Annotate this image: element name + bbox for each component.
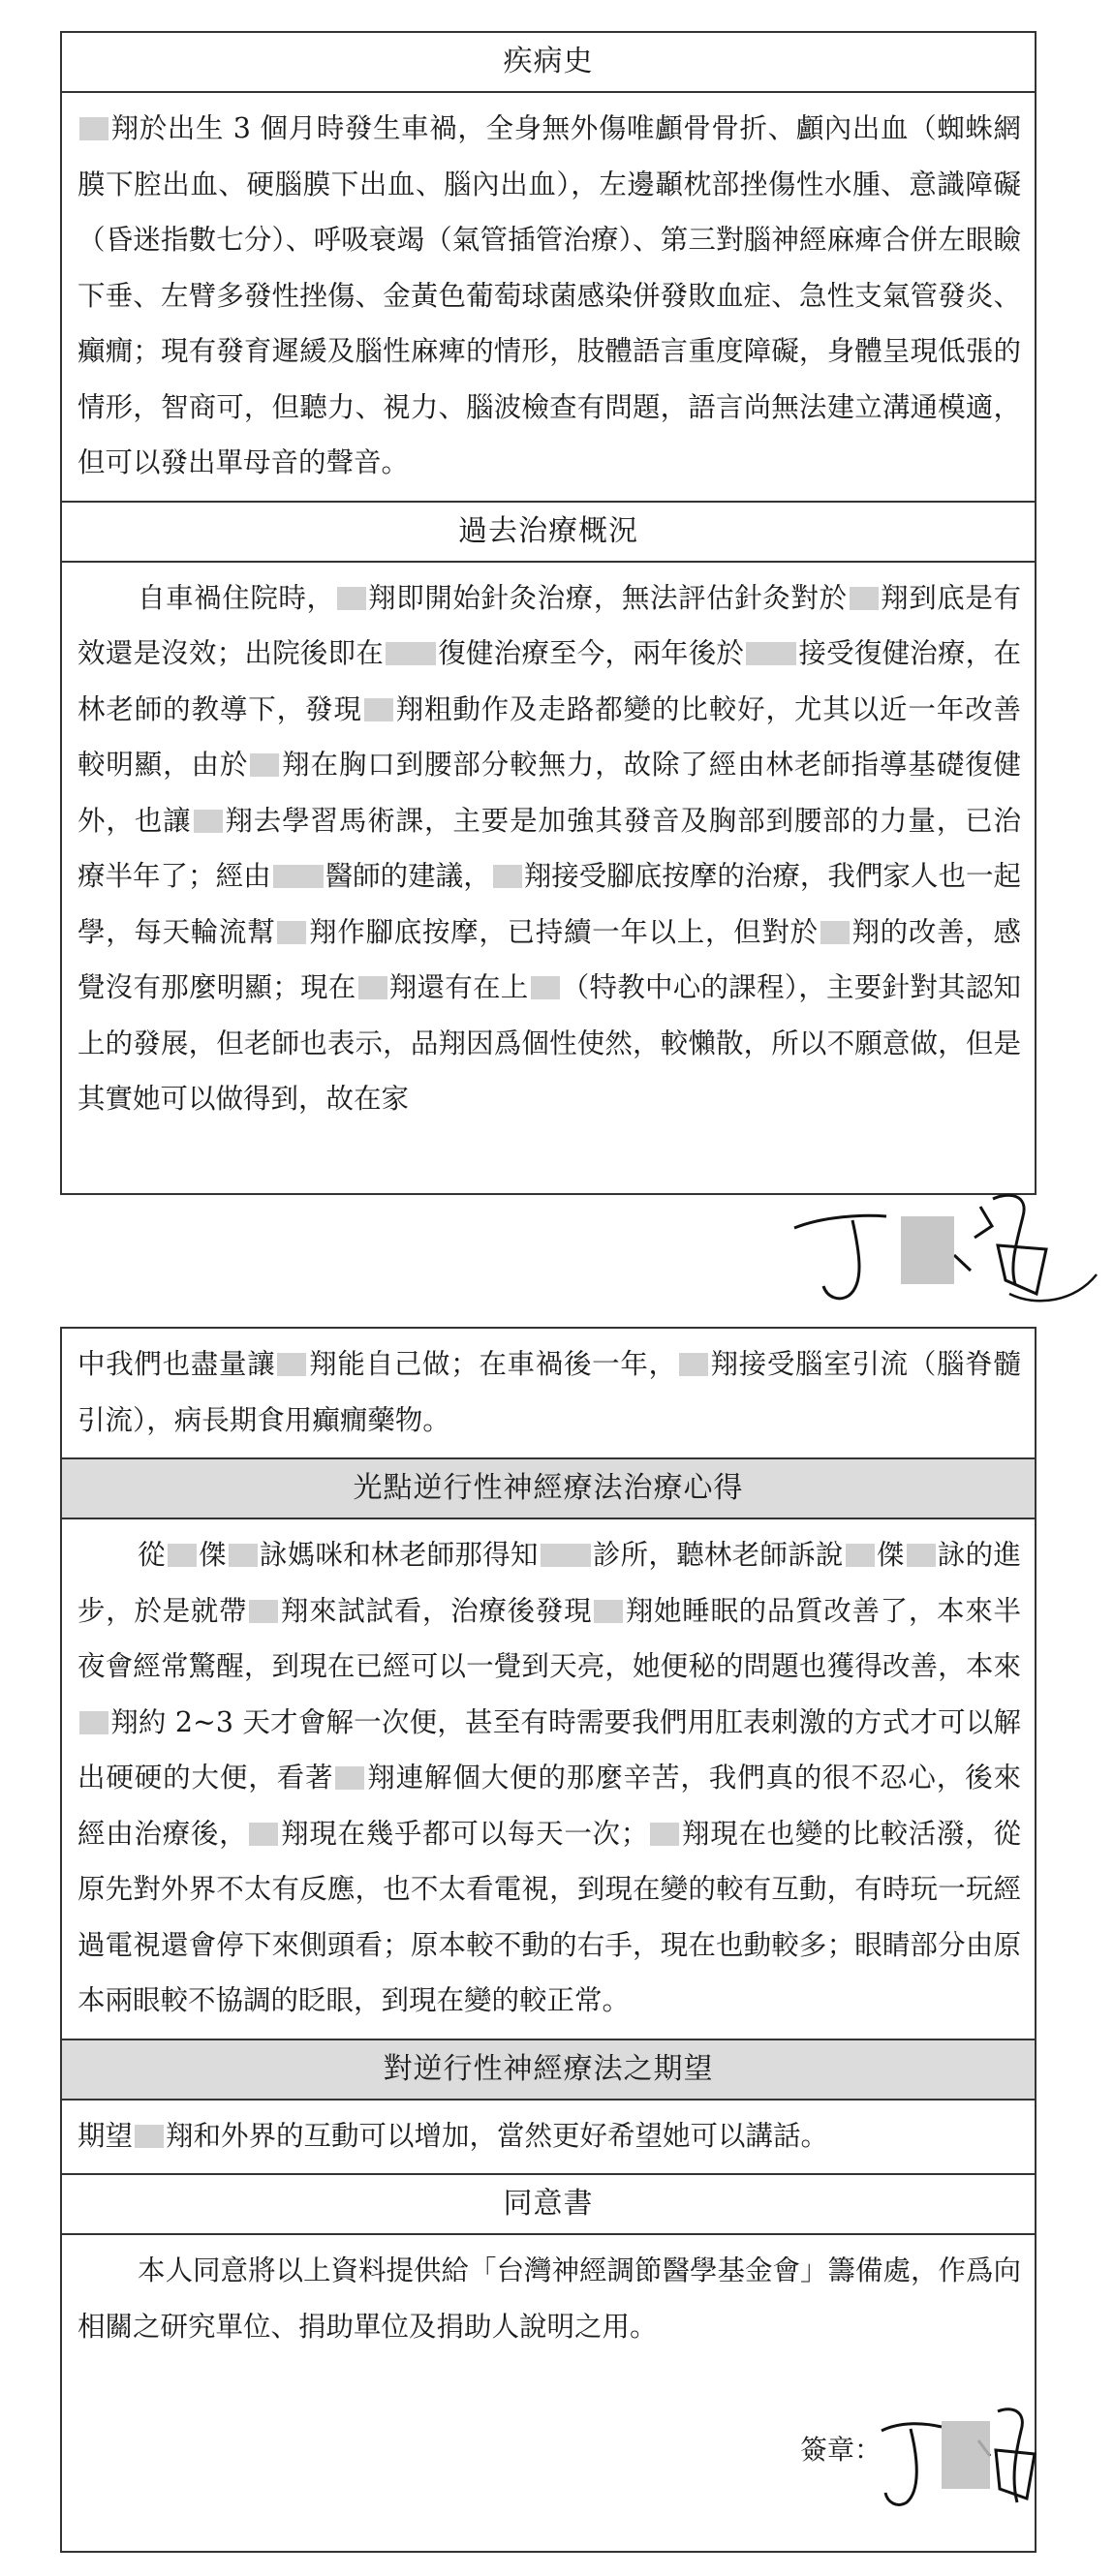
redacted-signature-name bbox=[942, 2421, 990, 2489]
redaction-mark bbox=[594, 1600, 623, 1623]
disease-history-body-row bbox=[62, 91, 1035, 501]
experience-title: 光點逆行性神經療法治療心得 bbox=[62, 1459, 1035, 1518]
text-segment: 翔現在也變的比較活潑，從原先對外界不太有反應，也不太看電視，到現在變的較有互動，有時玩一玩經過電視還會停下來側頭看；原本較不動的右手，現在也動較多；眼睛部分由原本兩眼較不協調的眨眼，到現在變的較正常。 bbox=[77, 1817, 1021, 2016]
text-segment: 翔即開始針灸治療，無法評估針灸對於 bbox=[367, 581, 848, 614]
redaction-mark bbox=[249, 1823, 278, 1846]
experience-body-row bbox=[62, 1518, 1035, 2039]
past-treatment-section bbox=[62, 501, 1035, 561]
continuation-row bbox=[62, 1329, 1035, 1457]
text-segment: 翔能自己做；在車禍後一年， bbox=[308, 1348, 677, 1380]
redaction-mark bbox=[746, 642, 796, 665]
disease-history-body bbox=[62, 93, 1035, 501]
text-segment: 翔和外界的互動可以增加，當然更好希望她可以講話。 bbox=[166, 2119, 829, 2152]
redaction-mark bbox=[135, 2125, 164, 2148]
redaction-mark bbox=[358, 976, 387, 999]
text-segment: 翔去學習馬術課，主要是加強其發音及胸部到腰部的力量，已治療半年了；經由 bbox=[77, 804, 1021, 892]
experience-section bbox=[62, 1457, 1035, 1518]
text-segment: 翔接受腳底按摩的治療，我們家人也一起學，每天輪流幫 bbox=[77, 860, 1021, 948]
text-segment: 翔連解個大便的那麼辛苦，我們真的很不忍心，後來經由治療後， bbox=[77, 1762, 1021, 1850]
expectation-body bbox=[62, 2101, 1035, 2174]
past-treatment-body bbox=[62, 563, 1035, 1137]
text-segment: 傑 bbox=[198, 1539, 227, 1571]
redaction-mark bbox=[850, 587, 879, 610]
text-segment: 翔到底是有效還是沒效；出院後即在 bbox=[77, 581, 1021, 669]
redaction-mark bbox=[531, 976, 560, 999]
expectation-section bbox=[62, 2039, 1035, 2099]
experience-body bbox=[62, 1519, 1035, 2039]
text-segment: 詠的進步，於是就帶 bbox=[77, 1539, 1021, 1627]
page2-table bbox=[60, 1327, 1037, 2553]
continuation-body bbox=[62, 1329, 1035, 1457]
text-segment: （特教中心的課程），主要針對其認知上的發展，但老師也表示，品翔因爲個性使然，較懶散，所以不願意做，但是其實她可以做得到，故在家 bbox=[77, 971, 1021, 1115]
signature-page1 bbox=[756, 1187, 1104, 1333]
text-segment: 期望 bbox=[77, 2119, 134, 2152]
text-segment: 翔約 2~3 天才會解一次便，甚至有時需要我們用肛表刺激的方式才可以解出硬硬的大便，看著 bbox=[77, 1705, 1021, 1794]
redaction-mark bbox=[277, 1353, 306, 1376]
redaction-mark bbox=[493, 865, 522, 888]
text-segment: 翔她睡眠的品質改善了，本來半夜會經常驚醒，到現在已經可以一覺到天亮，她便秘的問題也獲得改善，本來 bbox=[77, 1594, 1021, 1682]
expectation-title: 對逆行性神經療法之期望 bbox=[62, 2040, 1035, 2099]
text-segment: 醫師的建議， bbox=[325, 860, 491, 892]
redaction-mark bbox=[277, 921, 306, 944]
consent-body bbox=[62, 2235, 1035, 2364]
redaction-mark bbox=[168, 1544, 197, 1567]
redaction-mark bbox=[846, 1544, 875, 1567]
consent-title: 同意書 bbox=[503, 2187, 594, 2221]
past-treatment-title: 過去治療概況 bbox=[458, 513, 638, 548]
text-segment: 翔在胸口到腰部分較無力，故除了經由林老師指導基礎復健外，也讓 bbox=[77, 749, 1021, 837]
redaction-mark bbox=[229, 1544, 258, 1567]
consent-section bbox=[62, 2173, 1035, 2233]
redaction-mark bbox=[79, 117, 108, 140]
redaction-mark bbox=[273, 865, 324, 888]
redaction-mark bbox=[386, 642, 436, 665]
text-segment: 復健治療至今，兩年後於 bbox=[437, 637, 745, 669]
redaction-mark bbox=[250, 753, 279, 777]
disease-history-text: 翔於出生 3 個月時發生車禍，全身無外傷唯顱骨骨折、顱內出血（蜘蛛網膜下腔出血、硬腦膜下出血、腦內出血），左邊顳枕部挫傷性水腫、意識障礙（昏迷指數七分）、呼吸衰竭（氣管插管治療）、第三對腦神經麻痺合併左眼瞼下垂、左臂多發性挫傷、金黃色葡萄球菌感染併發敗血症、急性支氣管發炎、癲癇；現有發育遲緩及腦性麻痺的情形，肢體語言重度障礙，身體呈現低張的情形，智商可，但聽力、視力、腦波檢查有問題，語言尚無法建立溝通模適，但可以發出單母音的聲音。 bbox=[77, 112, 1021, 478]
disease-history-title: 疾病史 bbox=[503, 45, 594, 78]
text-segment: 傑 bbox=[876, 1539, 905, 1571]
redaction-mark bbox=[364, 698, 393, 721]
sign-label: 簽章： bbox=[800, 2434, 882, 2466]
text-segment: 自車禍住院時， bbox=[138, 581, 335, 614]
redaction-mark bbox=[541, 1544, 591, 1567]
redaction-mark bbox=[907, 1544, 936, 1567]
text-segment: 翔的改善，感覺沒有那麼明顯；現在 bbox=[77, 915, 1021, 1003]
redaction-mark bbox=[79, 1711, 108, 1734]
text-segment: 診所，聽林老師訴說 bbox=[592, 1539, 844, 1571]
expectation-body-row bbox=[62, 2099, 1035, 2174]
text-segment: 翔來試試看，治療後發現 bbox=[280, 1594, 593, 1627]
redaction-mark bbox=[820, 921, 850, 944]
redaction-mark bbox=[194, 810, 223, 833]
text-segment: 中我們也盡量讓 bbox=[77, 1348, 276, 1380]
text-segment: 翔粗動作及走路都變的比較好，尤其以近一年改善較明顯，由於 bbox=[77, 692, 1021, 781]
text-segment: 從 bbox=[138, 1539, 166, 1571]
text-segment: 詠媽咪和林老師那得知 bbox=[259, 1539, 539, 1571]
disease-history-section bbox=[62, 33, 1035, 91]
consent-text: 本人同意將以上資料提供給「台灣神經調節醫學基金會」籌備處，作爲向相關之研究單位、捐助單位及捐助人說明之用。 bbox=[77, 2254, 1022, 2343]
redaction-mark bbox=[335, 1766, 364, 1790]
redacted-signature-name bbox=[901, 1216, 954, 1284]
past-treatment-body-row bbox=[62, 561, 1035, 1137]
redaction-mark bbox=[679, 1353, 708, 1376]
text-segment: 接受復健治療，在林老師的教導下，發現 bbox=[77, 637, 1021, 725]
page1-table bbox=[60, 31, 1037, 1195]
redaction-mark bbox=[249, 1600, 278, 1623]
text-segment: 翔現在幾乎都可以每天一次； bbox=[280, 1817, 649, 1850]
signature-page2 bbox=[872, 2402, 1046, 2547]
text-segment: 翔還有在上 bbox=[388, 971, 529, 1003]
redaction-mark bbox=[650, 1823, 679, 1846]
redaction-mark bbox=[337, 587, 366, 610]
text-segment: 翔接受腦室引流（腦脊髓引流），病長期食用癲癇藥物。 bbox=[77, 1348, 1021, 1436]
text-segment: 翔作腳底按摩，已持續一年以上，但對於 bbox=[308, 915, 819, 948]
